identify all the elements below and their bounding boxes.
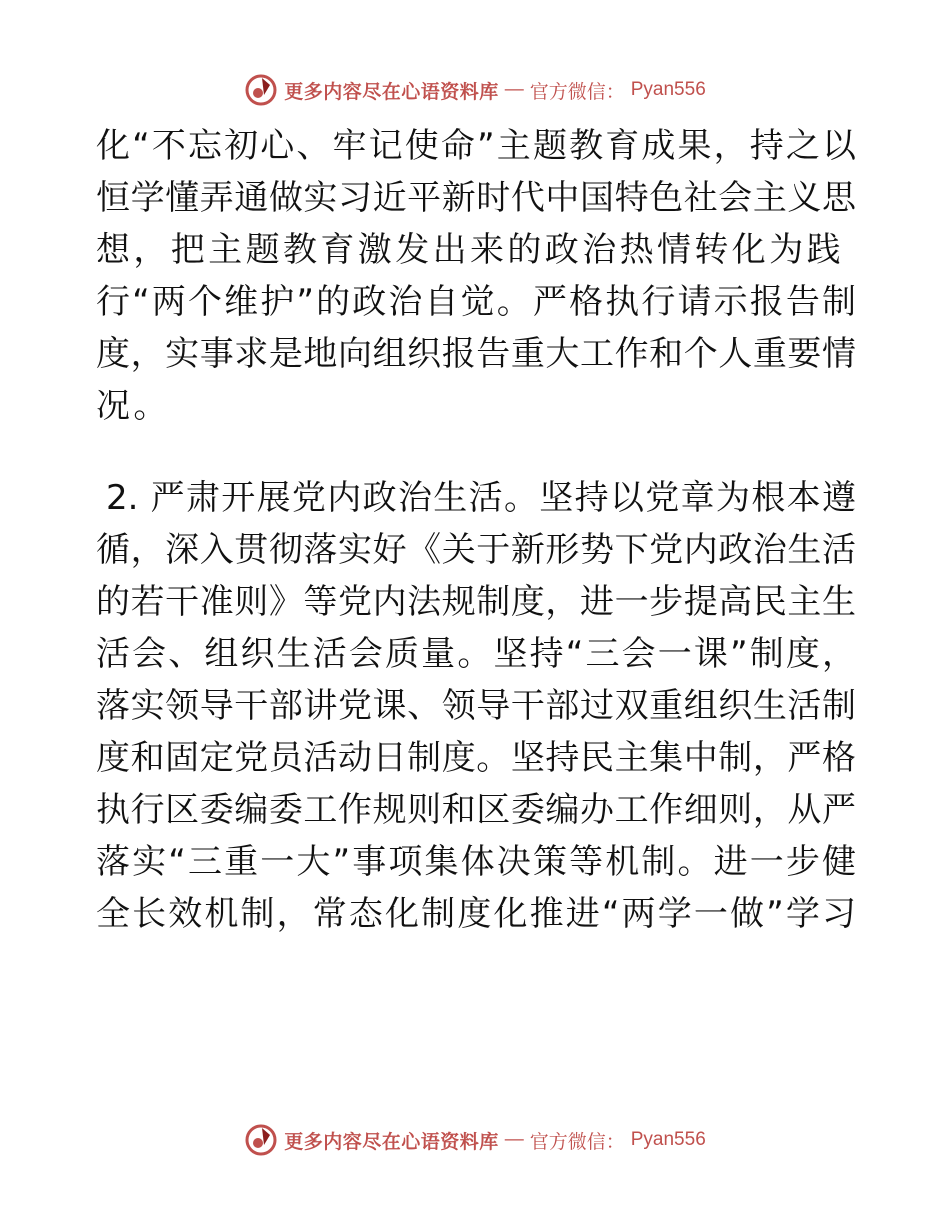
p2-line-7: 执行区委编委工作规则和区委编办工作细则，从严 (96, 790, 856, 830)
p1-line-2: 恒学懂弄通做实习近平新时代中国特色社会主义思 (96, 178, 856, 218)
header-wechat-id: Pyan556 (630, 79, 706, 100)
p1-line-6: 况。 (96, 386, 171, 426)
footer-official-label: 官方微信： (529, 1131, 625, 1153)
logo-icon (244, 73, 278, 107)
p1-line-5: 度，实事求是地向组织报告重大工作和个人重要情 (96, 334, 856, 374)
logo-icon (244, 1123, 278, 1157)
p2-line-1: 2. 严肃开展党内政治生活。坚持以党章为根本遵 (106, 478, 856, 518)
footer-brand-text: 更多内容尽在心语资料库 (284, 1130, 499, 1153)
header-brand-text: 更多内容尽在心语资料库 (284, 80, 499, 103)
p2-line-3: 的若干准则》等党内法规制度，进一步提高民主生 (96, 582, 856, 622)
p1-line-1: 化“不忘初心、牢记使命”主题教育成果，持之以 (96, 126, 856, 166)
p2-line-8: 落实“三重一大”事项集体决策等机制。进一步健 (96, 842, 856, 882)
p2-line-5: 落实领导干部讲党课、领导干部过双重组织生活制 (96, 686, 856, 726)
footer-watermark (0, 1120, 950, 1160)
footer-wechat-id: Pyan556 (630, 1129, 706, 1150)
header-watermark (0, 70, 950, 110)
p2-line-4: 活会、组织生活会质量。坚持“三会一课”制度， (96, 634, 856, 674)
header-dash: — (504, 79, 524, 100)
p1-line-3: 想，把主题教育激发出来的政治热情转化为践 (96, 230, 844, 270)
document-body (96, 120, 856, 940)
p2-line-9: 全长效机制，常态化制度化推进“两学一做”学习 (96, 894, 856, 934)
footer-dash: — (504, 1129, 524, 1150)
p2-line-6: 度和固定党员活动日制度。坚持民主集中制，严格 (96, 738, 856, 778)
header-official-label: 官方微信： (529, 81, 625, 103)
p2-line-2: 循，深入贯彻落实好《关于新形势下党内政治生活 (96, 530, 856, 570)
p1-line-4: 行“两个维护”的政治自觉。严格执行请示报告制 (96, 282, 856, 322)
